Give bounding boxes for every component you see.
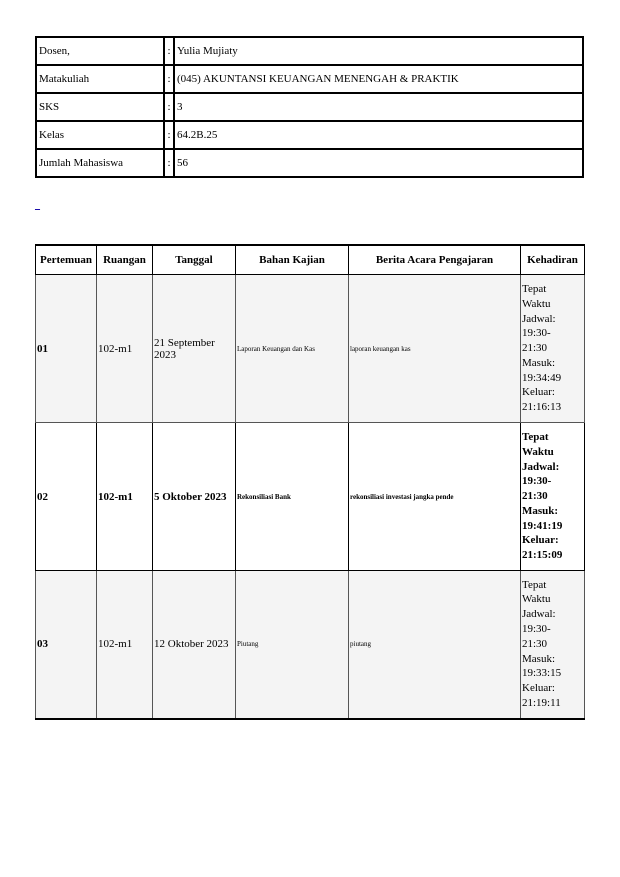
info-separator: : [164, 37, 174, 65]
room: 102-m1 [97, 423, 153, 571]
attendance-line: Waktu [522, 297, 551, 310]
attendance-line: 19:33:15 [522, 667, 562, 680]
header-pertemuan: Pertemuan [36, 245, 97, 275]
info-separator: : [164, 149, 174, 177]
room: 102-m1 [97, 571, 153, 719]
attendance-line: 19:30- [522, 623, 551, 636]
attendance-line: Waktu [522, 445, 554, 458]
teaching-report: rekonsiliasi investasi jangka pende [349, 423, 521, 571]
table-row [36, 571, 585, 719]
attendance-line: Tepat [522, 282, 547, 295]
attendance-line: Masuk: [522, 504, 559, 517]
date: 12 Oktober 2023 [153, 571, 236, 719]
info-value: 64.2B.25 [174, 121, 583, 149]
attendance [521, 571, 585, 719]
attendance-line: 21:30 [522, 490, 548, 503]
attendance-line: Keluar: [522, 534, 559, 547]
info-label: Kelas [36, 121, 164, 149]
info-label: Jumlah Mahasiswa [36, 149, 164, 177]
info-label: Matakuliah [36, 65, 164, 93]
info-row-kelas [36, 121, 583, 149]
info-value: 3 [174, 93, 583, 121]
info-row-jumlah-mahasiswa [36, 149, 583, 177]
attendance-line: Masuk: [522, 356, 555, 369]
info-value: Yulia Mujiaty [174, 37, 583, 65]
room: 102-m1 [97, 275, 153, 423]
date: 5 Oktober 2023 [153, 423, 236, 571]
attendance-line: Tepat [522, 430, 549, 443]
teaching-report: piutang [349, 571, 521, 719]
info-row-dosen [36, 37, 583, 65]
meeting-number: 02 [36, 423, 97, 571]
attendance-line: Keluar: [522, 682, 555, 695]
attendance-line: Keluar: [522, 386, 555, 399]
meeting-number: 01 [36, 275, 97, 423]
attendance-line: Masuk: [522, 652, 555, 665]
info-label: SKS [36, 93, 164, 121]
attendance-line: Jadwal: [522, 460, 560, 473]
material: Laporan Keuangan dan Kas [236, 275, 349, 423]
meeting-schedule-table [35, 244, 585, 720]
table-header-row [36, 245, 585, 275]
attendance-line: 19:41:19 [522, 519, 563, 532]
attendance-line: 21:30 [522, 637, 548, 650]
info-value: 56 [174, 149, 583, 177]
header-kehadiran: Kehadiran [521, 245, 585, 275]
table-row [36, 275, 585, 423]
info-separator: : [164, 121, 174, 149]
course-info-table [35, 36, 584, 178]
attendance-line: 19:30- [522, 475, 552, 488]
attendance-line: Jadwal: [522, 608, 556, 621]
header-tanggal: Tanggal [153, 245, 236, 275]
info-row-sks [36, 93, 583, 121]
info-row-matakuliah [36, 65, 583, 93]
small-link[interactable]: _ [35, 200, 40, 211]
info-label: Dosen, [36, 37, 164, 65]
info-separator: : [164, 93, 174, 121]
attendance-line: 21:15:09 [522, 549, 563, 562]
table-row [36, 423, 585, 571]
material: Piutang [236, 571, 349, 719]
header-berita-acara: Berita Acara Pengajaran [349, 245, 521, 275]
attendance-line: Tepat [522, 578, 547, 591]
attendance-line: 19:34:49 [522, 371, 562, 384]
attendance-line: Waktu [522, 593, 551, 606]
material: Rekonsiliasi Bank [236, 423, 349, 571]
attendance-line: 21:30 [522, 342, 548, 355]
header-bahan-kajian: Bahan Kajian [236, 245, 349, 275]
attendance-line: 21:16:13 [522, 401, 562, 414]
date: 21 September 2023 [153, 275, 236, 423]
attendance [521, 423, 585, 571]
attendance-line: Jadwal: [522, 312, 556, 325]
info-separator: : [164, 65, 174, 93]
attendance-line: 21:19:11 [522, 697, 561, 710]
meeting-number: 03 [36, 571, 97, 719]
info-value: (045) AKUNTANSI KEUANGAN MENENGAH & PRAKTIK [174, 65, 583, 93]
attendance-line: 19:30- [522, 327, 551, 340]
attendance [521, 275, 585, 423]
header-ruangan: Ruangan [97, 245, 153, 275]
teaching-report: laporan keuangan kas [349, 275, 521, 423]
